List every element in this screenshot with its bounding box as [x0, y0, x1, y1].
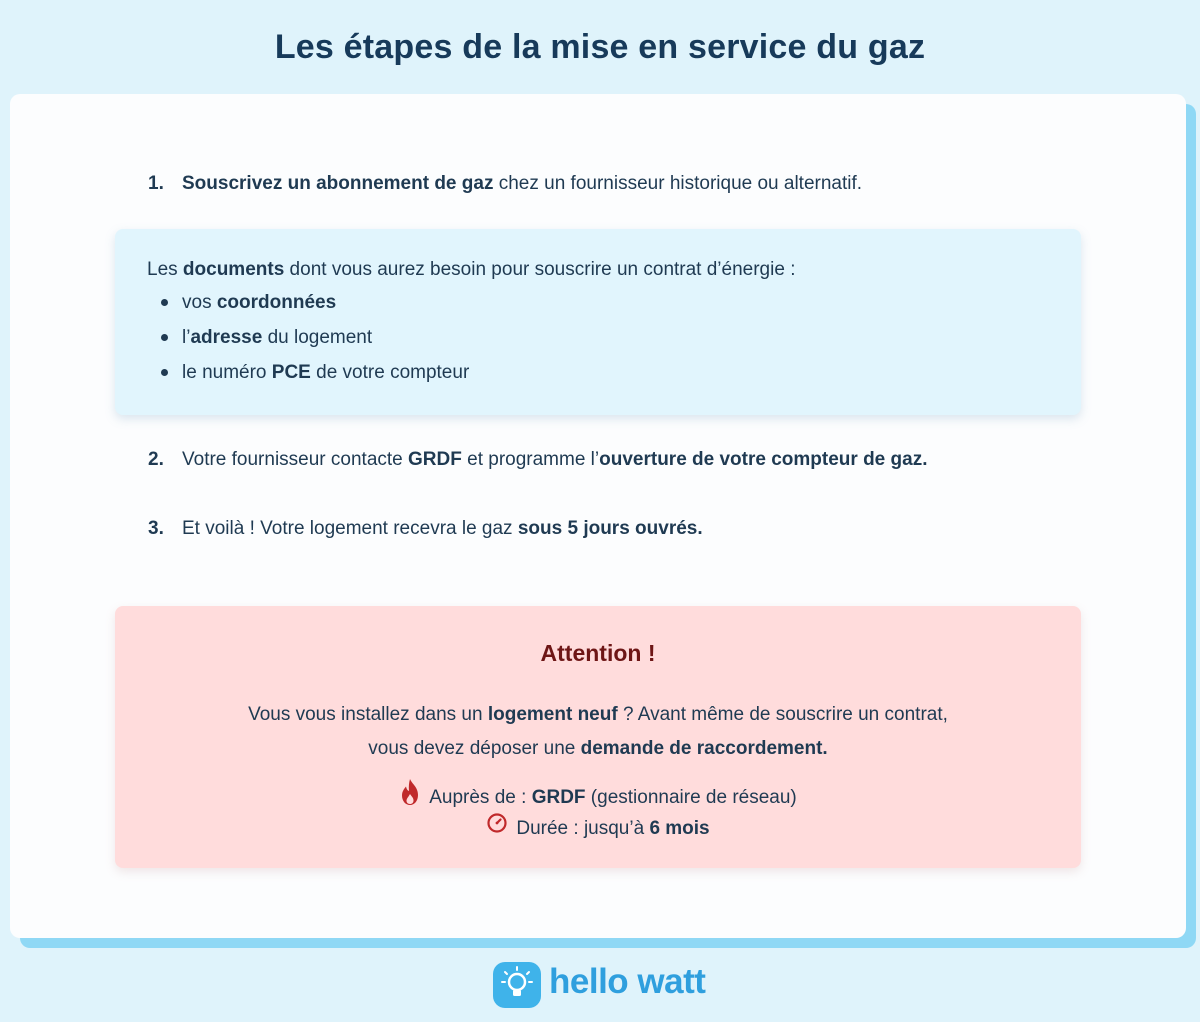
- hello-watt-logo: [493, 960, 713, 1010]
- list-item: le numéro PCE de votre compteur: [147, 355, 469, 390]
- step-number: 2.: [148, 449, 164, 470]
- step-text: Votre fournisseur contacte GRDF et programme l’ouverture de votre compteur de gaz.: [182, 449, 928, 470]
- warning-line-2: vous devez déposer une demande de raccordement.: [368, 738, 828, 759]
- warning-duree: Durée : jusqu’à 6 mois: [115, 812, 1081, 846]
- warning-title: Attention !: [540, 640, 656, 666]
- documents-box: [115, 229, 1081, 415]
- warning-aupres: Auprès de : GRDF (gestionnaire de réseau): [115, 778, 1081, 818]
- step-number: 3.: [148, 518, 164, 539]
- list-item: l’adresse du logement: [147, 320, 469, 355]
- lightbulb-icon: [493, 962, 541, 1008]
- documents-intro: Les documents dont vous aurez besoin pour souscrire un contrat d’énergie :: [147, 259, 796, 280]
- step-number: 1.: [148, 173, 164, 194]
- step-text: Souscrivez un abonnement de gaz chez un fournisseur historique ou alternatif.: [182, 173, 863, 194]
- warning-box: [115, 606, 1081, 868]
- list-item: vos coordonnées: [147, 285, 469, 320]
- page-title: Les étapes de la mise en service du gaz: [274, 28, 926, 66]
- documents-list: [147, 285, 469, 390]
- warning-line-1: Vous vous installez dans un logement neuf ? Avant même de souscrire un contrat,: [248, 704, 948, 725]
- timer-icon: [486, 812, 508, 846]
- logo-text: hello watt: [549, 962, 706, 1001]
- step-text: Et voilà ! Votre logement recevra le gaz sous 5 jours ouvrés.: [182, 518, 703, 539]
